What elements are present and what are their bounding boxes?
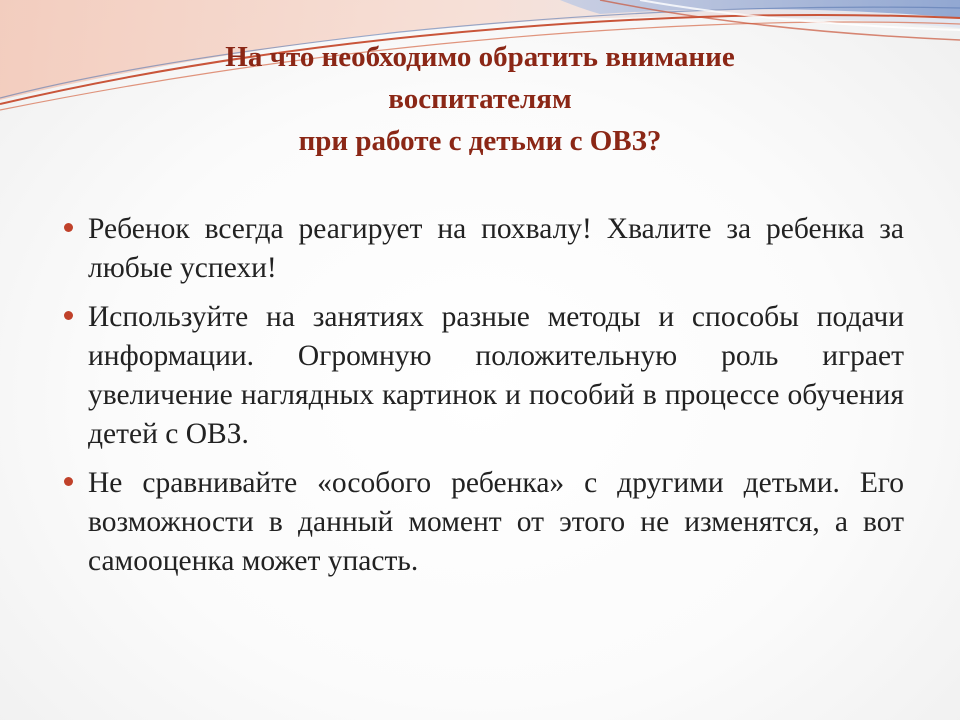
bullet-text: Не сравнивайте «особого ребенка» с другими детьми. Его возможности в данный момент от этого не изменятся, а вот самооценка может упасть. xyxy=(88,467,904,577)
title-line-3: при работе с детьми с ОВЗ? xyxy=(298,125,662,157)
list-item xyxy=(58,464,904,581)
bullet-text: Ребенок всегда реагирует на похвалу! Хвалите за ребенка за любые успехи! xyxy=(88,213,904,284)
title-line-2: воспитателям xyxy=(388,83,572,115)
bullet-dot-icon xyxy=(64,311,73,320)
bullet-dot-icon xyxy=(64,223,73,232)
slide-title xyxy=(60,36,900,162)
bullet-text: Используйте на занятиях разные методы и способы подачи информации. Огромную положительную роль играет увеличение наглядных картинок и пособий в процессе обучения детей с ОВЗ. xyxy=(88,301,904,450)
title-line-1: На что необходимо обратить внимание xyxy=(225,41,735,73)
bullet-dot-icon xyxy=(64,477,73,486)
bullet-list xyxy=(58,210,904,591)
list-item xyxy=(58,298,904,454)
list-item xyxy=(58,210,904,288)
